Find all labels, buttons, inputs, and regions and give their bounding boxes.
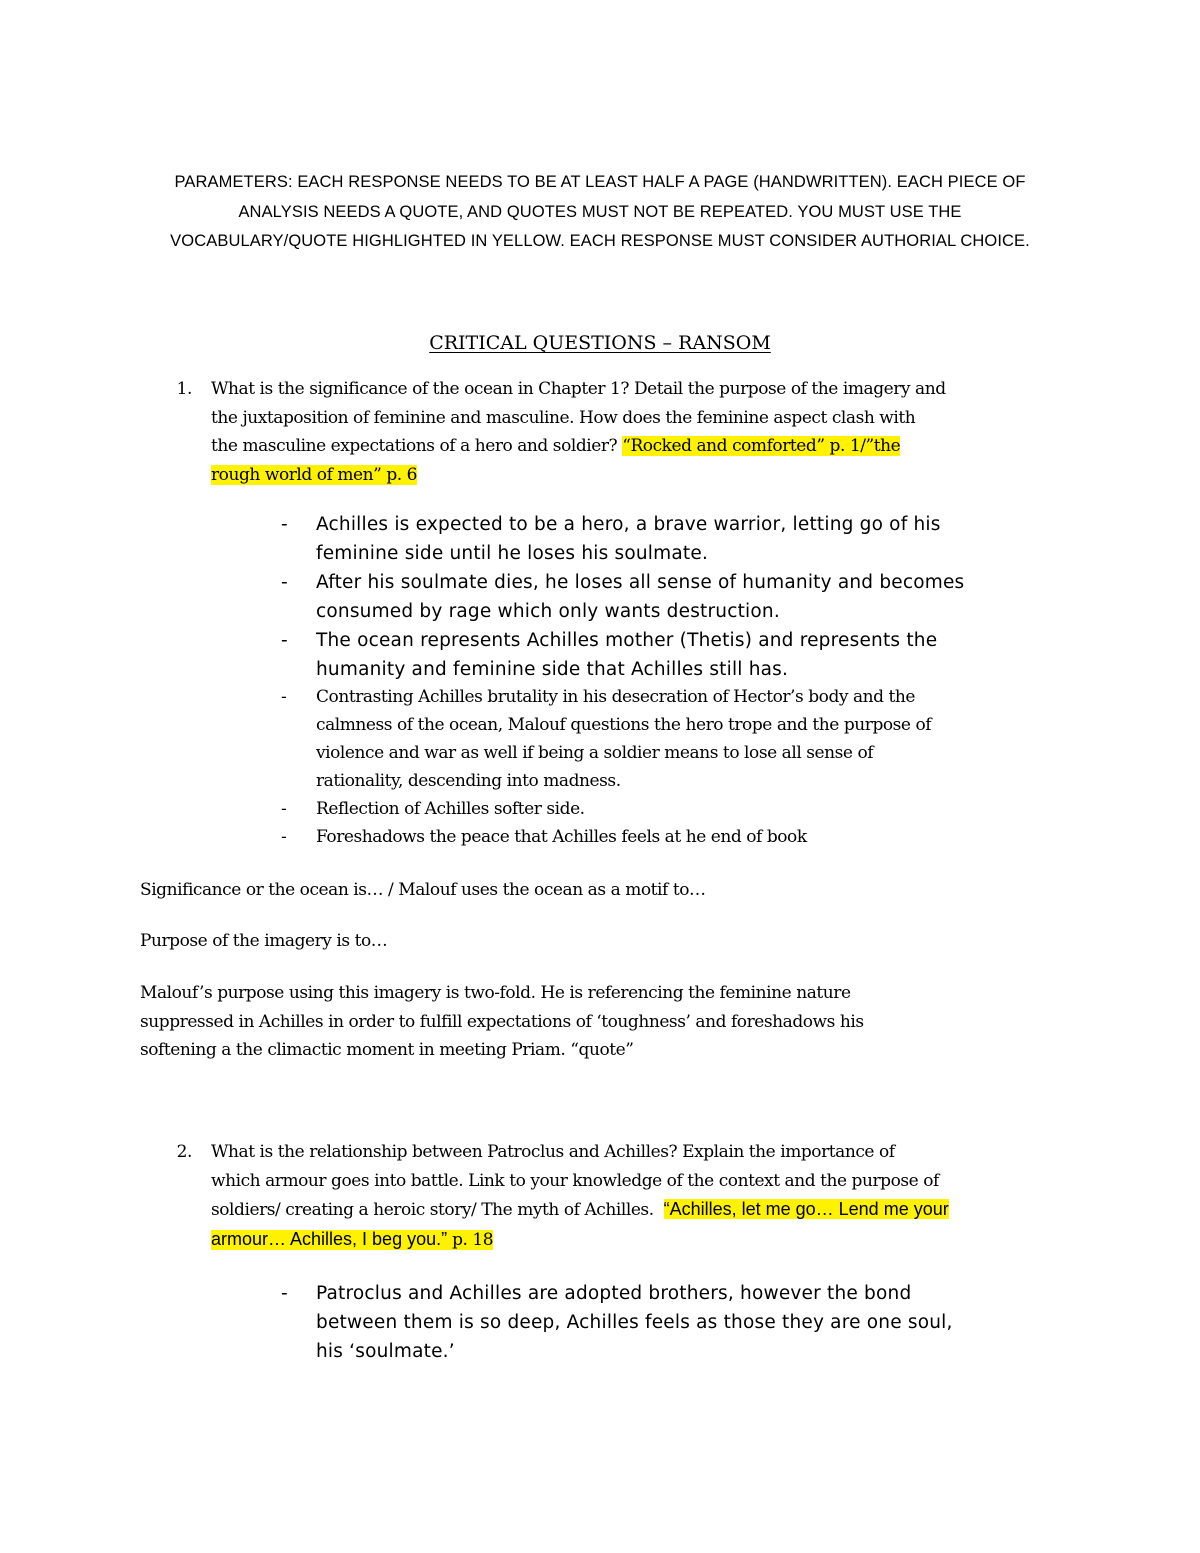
question-line: What is the relationship between Patroclus and Achilles? Explain the importance of — [211, 1142, 895, 1162]
question-number: 1. — [176, 379, 192, 399]
bullet-dash: - — [281, 1283, 288, 1304]
parameters-line: PARAMETERS: EACH RESPONSE NEEDS TO BE AT LEAST HALF A PAGE (HANDWRITTEN). EACH PIECE OF — [174, 173, 1026, 191]
list-item: - The ocean represents Achilles mother (Thetis) and represents the humanity and feminine side that Achilles still has. — [281, 626, 1081, 684]
list-item: - Achilles is expected to be a hero, a brave warrior, letting go of his feminine side until he loses his soulmate. — [281, 510, 1081, 568]
highlighted-quote: armour… Achilles, I beg you.” p. 18 — [211, 1228, 494, 1250]
question-line — [211, 461, 1071, 490]
question-text — [211, 375, 1071, 489]
question-line: What is the significance of the ocean in Chapter 1? Detail the purpose of the imagery and — [211, 379, 946, 399]
highlighted-quote: “Rocked and comforted” p. 1/”the — [622, 436, 901, 456]
note-line: Purpose of the imagery is to… — [140, 931, 388, 951]
question-line — [211, 1225, 1071, 1255]
parameters-line: VOCABULARY/QUOTE HIGHLIGHTED IN YELLOW. EACH RESPONSE MUST CONSIDER AUTHORIAL CHOICE. — [170, 232, 1030, 250]
question-line: soldiers/ creating a heroic story/ The myth of Achilles. “Achilles, let me go… Lend me your — [211, 1199, 949, 1220]
highlighted-quote: “Achilles, let me go… Lend me your — [663, 1199, 949, 1219]
bullet-dash: - — [281, 572, 288, 593]
question-number: 2. — [176, 1142, 192, 1162]
bullet-dash: - — [281, 827, 287, 847]
list-item: - Patroclus and Achilles are adopted brothers, however the bond between them is so deep, Achilles feels as those they are one soul, his ‘soulmate.’ — [281, 1279, 1081, 1366]
question-line: which armour goes into battle. Link to your knowledge of the context and the purpose of — [211, 1170, 939, 1191]
bullet-dash: - — [281, 514, 288, 535]
bullet-dash: - — [281, 799, 287, 819]
note-paragraph: Malouf’s purpose using this imagery is two-fold. He is referencing the feminine nature suppressed in Achilles in order to fulfill expectations of ‘toughness’ and foreshadows his softening a the climactic moment in meeting Priam. “quote” — [140, 983, 864, 1060]
bullet-list — [281, 683, 1081, 851]
question-line: the masculine expectations of a hero and soldier? “Rocked and comforted” p. 1/”the — [211, 436, 901, 456]
bullet-dash: - — [281, 630, 288, 651]
question-line: the juxtaposition of feminine and masculine. How does the feminine aspect clash with — [211, 407, 916, 428]
question-text — [211, 1138, 1071, 1254]
bullet-dash: - — [281, 687, 287, 707]
page-title: CRITICAL QUESTIONS – RANSOM — [429, 332, 771, 354]
list-item: - Foreshadows the peace that Achilles feels at he end of book — [281, 823, 1081, 851]
list-item: - After his soulmate dies, he loses all sense of humanity and becomes consumed by rage which only wants destruction. — [281, 568, 1081, 626]
highlighted-quote: rough world of men” p. 6 — [211, 464, 418, 485]
bullet-list — [281, 1279, 1081, 1366]
bullet-list — [281, 510, 1081, 684]
note-line: Significance or the ocean is… / Malouf uses the ocean as a motif to… — [140, 880, 706, 900]
list-item: - Contrasting Achilles brutality in his desecration of Hector’s body and the calmness of the ocean, Malouf questions the hero trope and the purpose of violence and war as well if being a soldier means to lose all sense of rationality, descending into madness. — [281, 683, 1081, 795]
parameters-line: ANALYSIS NEEDS A QUOTE, AND QUOTES MUST NOT BE REPEATED. YOU MUST USE THE — [238, 202, 962, 221]
list-item: - Reflection of Achilles softer side. — [281, 795, 1081, 823]
parameters-block — [140, 168, 1060, 257]
